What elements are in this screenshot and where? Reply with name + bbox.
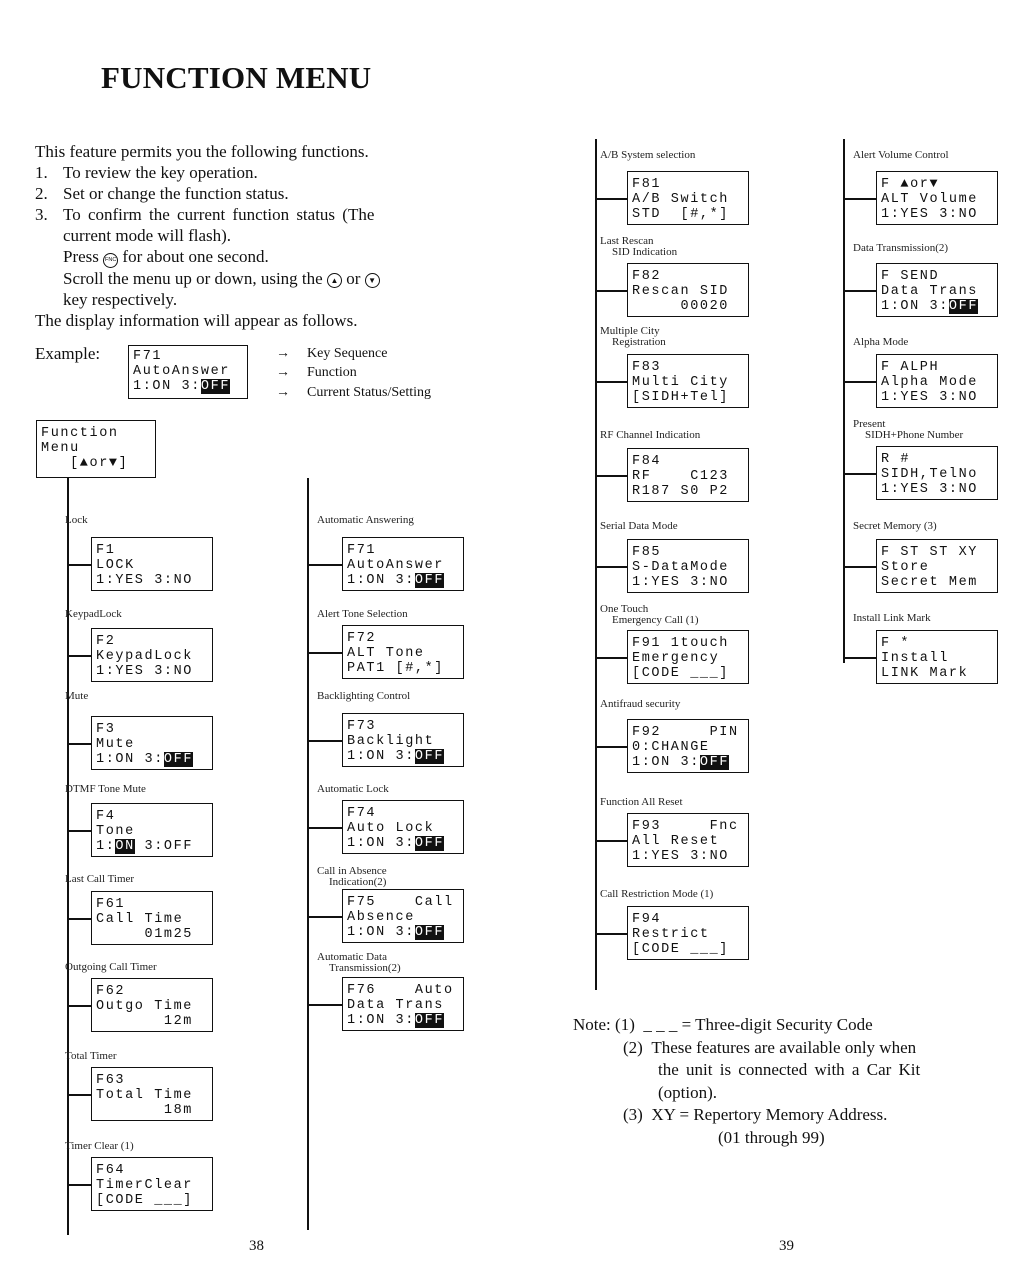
intro-item-3: 3. To confirm the current function status (The	[35, 205, 375, 224]
function-caption: KeypadLock	[65, 608, 122, 620]
function-display: F91 1touch Emergency [CODE ___]	[627, 630, 749, 684]
function-display: F73 Backlight 1:ON 3:OFF	[342, 713, 464, 767]
tree-line	[67, 478, 69, 1235]
page-number-left: 38	[249, 1238, 264, 1254]
function-display: F62 Outgo Time 12m	[91, 978, 213, 1032]
function-caption: One Touch Emergency Call (1)	[600, 603, 699, 626]
function-caption: Antifraud security	[600, 698, 681, 710]
tree-connector	[307, 827, 342, 829]
tree-connector	[595, 290, 627, 292]
legend-key-sequence: → Key Sequence	[276, 346, 388, 361]
function-display: F72 ALT Tone PAT1 [#,*]	[342, 625, 464, 679]
function-caption: Secret Memory (3)	[853, 520, 937, 532]
intro-line: This feature permits you the following functions.	[35, 142, 369, 161]
tree-connector	[67, 918, 91, 920]
function-caption: Call Restriction Mode (1)	[600, 888, 714, 900]
function-caption: Function All Reset	[600, 796, 683, 808]
function-caption: Install Link Mark	[853, 612, 931, 624]
page-number-right: 39	[779, 1238, 794, 1254]
down-key-icon: ▼	[365, 273, 380, 288]
legend-function: → Function	[276, 365, 357, 380]
tree-connector	[595, 933, 627, 935]
tree-connector	[595, 840, 627, 842]
tree-connector	[843, 657, 876, 659]
function-display: F81 A/B Switch STD [#,*]	[627, 171, 749, 225]
intro-item-2: 2. Set or change the function status.	[35, 184, 289, 203]
tree-connector	[595, 566, 627, 568]
tree-connector	[843, 473, 876, 475]
function-caption: DTMF Tone Mute	[65, 783, 146, 795]
tree-connector	[843, 198, 876, 200]
function-display: F1 LOCK 1:YES 3:NO	[91, 537, 213, 591]
function-caption: Alpha Mode	[853, 336, 909, 348]
tree-connector	[595, 475, 627, 477]
tree-line	[595, 139, 597, 990]
function-caption: Automatic Data Transmission(2)	[317, 951, 401, 974]
note-3: XY = Repertory Memory Address.	[651, 1105, 888, 1124]
function-caption: Alert Volume Control	[853, 149, 949, 161]
intro-text	[35, 141, 467, 331]
function-display: F93 Fnc All Reset 1:YES 3:NO	[627, 813, 749, 867]
tree-connector	[307, 1004, 342, 1006]
function-display: F63 Total Time 18m	[91, 1067, 213, 1121]
legend-status: → Current Status/Setting	[276, 385, 432, 400]
function-display: F SEND Data Trans 1:ON 3:OFF	[876, 263, 998, 317]
function-display: F * Install LINK Mark	[876, 630, 998, 684]
intro-item-1: 1. To review the key operation.	[35, 163, 258, 182]
tree-connector	[307, 916, 342, 918]
function-display: R # SIDH,TelNo 1:YES 3:NO	[876, 446, 998, 500]
tree-connector	[67, 1094, 91, 1096]
tree-connector	[843, 381, 876, 383]
function-display: F3 Mute 1:ON 3:OFF	[91, 716, 213, 770]
fnc-key-icon: FNC	[103, 253, 118, 268]
function-display: F2 KeypadLock 1:YES 3:NO	[91, 628, 213, 682]
function-caption: Total Timer	[65, 1050, 117, 1062]
function-caption: Backlighting Control	[317, 690, 411, 702]
intro-scroll: Scroll the menu up or down, using the ▲ or ▼	[35, 268, 467, 289]
function-caption: A/B System selection	[600, 149, 696, 161]
example-label: Example:	[35, 344, 101, 363]
function-display: F ▲or▼ ALT Volume 1:YES 3:NO	[876, 171, 998, 225]
notes: Note: (1) _ _ _ = Three-digit Security Code (2) These features are available only when the unit is connected with a Car Kit (option). (3) XY = Repertory Memory Address. (01 through 99)	[573, 1015, 921, 1147]
function-caption: Serial Data Mode	[600, 520, 678, 532]
intro-press: Press FNC for about one second.	[63, 247, 269, 266]
tree-connector	[595, 746, 627, 748]
tree-connector	[843, 566, 876, 568]
function-display: F94 Restrict [CODE ___]	[627, 906, 749, 960]
function-display: F82 Rescan SID 00020	[627, 263, 749, 317]
function-menu-display: Function Menu [▲or▼]	[36, 420, 156, 478]
tree-connector	[595, 198, 627, 200]
function-caption: Mute	[65, 690, 89, 702]
function-caption: Call in Absence Indication(2)	[317, 865, 387, 888]
intro-last: The display information will appear as follows.	[35, 311, 358, 330]
function-caption: Last Call Timer	[65, 873, 135, 885]
up-key-icon: ▲	[327, 273, 342, 288]
tree-line	[843, 139, 845, 663]
function-caption: Automatic Lock	[317, 783, 389, 795]
tree-connector	[67, 743, 91, 745]
tree-connector	[307, 652, 342, 654]
function-display: F4 Tone 1:ON 3:OFF	[91, 803, 213, 857]
function-caption: Last Rescan SID Indication	[600, 235, 678, 258]
tree-connector	[307, 564, 342, 566]
example-display: F71 AutoAnswer 1:ON 3:OFF	[128, 345, 248, 399]
function-caption: Lock	[65, 514, 88, 526]
function-caption: Alert Tone Selection	[317, 608, 408, 620]
function-display: F71 AutoAnswer 1:ON 3:OFF	[342, 537, 464, 591]
tree-connector	[67, 1005, 91, 1007]
function-caption: Timer Clear (1)	[65, 1140, 134, 1152]
function-caption: Outgoing Call Timer	[65, 961, 157, 973]
function-caption: Data Transmission(2)	[853, 242, 949, 254]
tree-line	[307, 478, 309, 1230]
tree-connector	[67, 830, 91, 832]
function-display: F85 S-DataMode 1:YES 3:NO	[627, 539, 749, 593]
function-display: F61 Call Time 01m25	[91, 891, 213, 945]
function-display: F64 TimerClear [CODE ___]	[91, 1157, 213, 1211]
tree-connector	[595, 657, 627, 659]
function-display: F76 Auto Data Trans 1:ON 3:OFF	[342, 977, 464, 1031]
note-1: _ _ _ = Three-digit Security Code	[643, 1015, 873, 1034]
function-display: F83 Multi City [SIDH+Tel]	[627, 354, 749, 408]
function-display: F75 Call Absence 1:ON 3:OFF	[342, 889, 464, 943]
function-display: F74 Auto Lock 1:ON 3:OFF	[342, 800, 464, 854]
note-label: Note:	[573, 1015, 611, 1034]
function-caption: Automatic Answering	[317, 514, 414, 526]
intro-item-3-cont: current mode will flash).	[63, 226, 232, 245]
tree-connector	[843, 290, 876, 292]
function-caption: RF Channel Indication	[600, 429, 701, 441]
function-display: F ST ST XY Store Secret Mem	[876, 539, 998, 593]
tree-connector	[595, 381, 627, 383]
intro-scroll-cont: key respectively.	[63, 290, 178, 309]
tree-connector	[307, 740, 342, 742]
tree-connector	[67, 1184, 91, 1186]
page-title: FUNCTION MENU	[101, 60, 372, 95]
note-2: These features are available only when	[651, 1037, 917, 1057]
function-caption: Multiple City Registration	[600, 325, 666, 348]
function-caption: Present SIDH+Phone Number	[853, 418, 964, 441]
function-display: F ALPH Alpha Mode 1:YES 3:NO	[876, 354, 998, 408]
function-display: F92 PIN 0:CHANGE 1:ON 3:OFF	[627, 719, 749, 773]
function-display: F84 RF C123 R187 S0 P2	[627, 448, 749, 502]
tree-connector	[67, 655, 91, 657]
tree-connector	[67, 564, 91, 566]
